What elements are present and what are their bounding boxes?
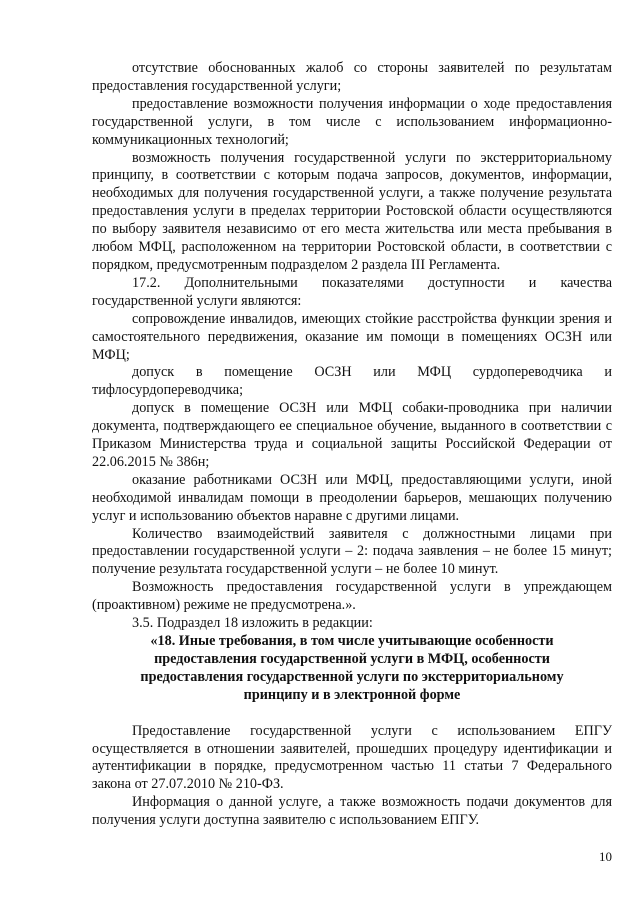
paragraph-epgu-identification: Предоставление государственной услуги с использованием ЕПГУ осуществляется в отношении заявителей, прошедших процедуру идентификации и аутентификации в порядке, предусмотренном частью 11 статьи 7 Федерального закона от 27.07.2010 № 210-ФЗ. (92, 722, 612, 793)
paragraph-epgu-info: Информация о данной услуге, а также возможность подачи документов для получения услуги доступна заявителю с использованием ЕПГУ. (92, 794, 612, 829)
paragraph-guide-dog: допуск в помещение ОСЗН или МФЦ собаки-проводника при наличии документа, подтверждающего ее специальное обучение, выданного в соответствии с Приказом Министерства труда и социальной защиты Российской Федерации от 22.06.2015 № 386н; (92, 400, 612, 470)
paragraph-staff-assistance: оказание работниками ОСЗН или МФЦ, предоставляющими услуги, иной необходимой инвалидам помощи в преодолении барьеров, мешающих получению услуг и использованию объектов наравне с другими лицами. (92, 471, 612, 524)
paragraph-17-2: 17.2. Дополнительными показателями доступности и качества государственной услуги являются: (92, 274, 612, 309)
paragraph-3-5: 3.5. Подраздел 18 изложить в редакции: (132, 615, 373, 632)
paragraph-no-complaints: отсутствие обоснованных жалоб со стороны заявителей по результатам предоставления государственной услуги; (92, 60, 612, 94)
section-18-heading: «18. Иные требования, в том числе учитывающие особенности предоставления государственной услуги в МФЦ, особенности предоставления государственной услуги по экстерриториальному принципу и в электронной форме (140, 633, 564, 703)
paragraph-extraterritorial: возможность получения государственной услуги по экстерриториальному принципу, в соответствии с которым подача запросов, документов, информации, необходимых для получения государственной услуги, а также получение результата предоставления услуги в пределах территории Ростовской области осуществляются по выбору заявителя независимо от его места жительства или места пребывания в любом МФЦ, расположенном на территории Ростовской области, в соответствии с порядком, предусмотренным подразделом 2 раздела III Регламента. (92, 149, 612, 273)
paragraph-interactions-count: Количество взаимодействий заявителя с должностными лицами при предоставлении государственной услуги – 2: подача заявления – не более 15 минут; получение результата государственной услуги – не более 10 минут. (92, 525, 612, 578)
paragraph-progress-info: предоставление возможности получения информации о ходе предоставления государственной услуги, в том числе с использованием информационно-коммуникационных технологий; (92, 95, 612, 148)
page-number: 10 (599, 849, 612, 864)
paragraph-escort-disabled: сопровождение инвалидов, имеющих стойкие расстройства функции зрения и самостоятельного передвижения, оказание им помощи в помещениях ОСЗН или МФЦ; (92, 310, 612, 363)
paragraph-sign-interpreter: допуск в помещение ОСЗН или МФЦ сурдопереводчика и тифлосурдопереводчика; (92, 364, 612, 399)
paragraph-proactive: Возможность предоставления государственной услуги в упреждающем (проактивном) режиме не предусмотрена.». (92, 579, 612, 614)
document-body (92, 60, 612, 830)
